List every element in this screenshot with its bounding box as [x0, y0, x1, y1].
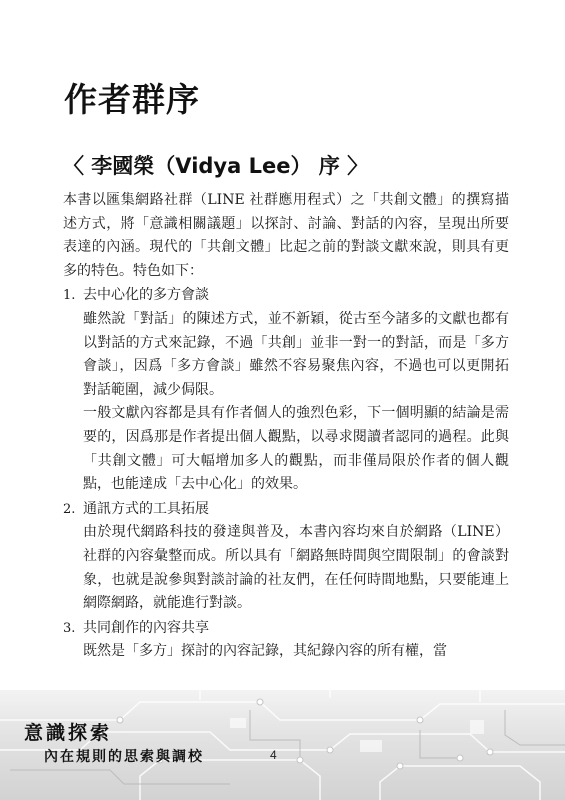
list-item — [63, 284, 509, 496]
list-item-number: 2. — [63, 501, 76, 517]
list-item — [63, 498, 509, 616]
list-item-label: 去中心化的多方會談 — [83, 287, 209, 304]
list-item-number: 1. — [63, 288, 76, 304]
section-heading: 〈 李國榮（Vidya Lee） 序 〉 — [63, 154, 369, 178]
list-item-paragraph: 一般文獻內容都是具有作者個人的強烈色彩，下一個明顯的結論是需要的，因爲那是作者提出個人觀點，以尋求閱讀者認同的過程。此與「共創文體」可大幅增加多人的觀點，而非僅局限於作者的個人觀點，也能達成「去中心化」的效果。 — [83, 405, 509, 493]
circuit-pattern-graphic — [0, 690, 565, 800]
list-item-label: 通訊方式的工具拓展 — [83, 500, 209, 517]
book-subtitle: 內在規則的思索與調校 — [44, 749, 204, 765]
list-item-paragraph: 雖然說「對話」的陳述方式，並不新穎，從古至今諸多的文獻也都有以對話的方式來記錄，不過「共創」並非一對一的對話，而是「多方會談」，因爲「多方會談」雖然不容易聚焦內容，不過也可以更開拓對話範圍，減少侷限。 — [83, 310, 509, 398]
list-item-paragraph: 由於現代網路科技的發達與普及，本書內容均來自於網路（LINE）社群的內容彙整而成。所以具有「網路無時間與空間限制」的會談對象，也就是說參與對談討論的社友們，在任何時間地點，只要能連上網際網路，就能進行對談。 — [83, 524, 509, 612]
page-title: 作者群序 — [64, 80, 200, 119]
intro-paragraph: 本書以匯集網路社群（LINE 社群應用程式）之「共創文體」的撰寫描述方式，將「意識相關議題」以探討、討論、對話的內容，呈現出所要表達的內涵。現代的「共創文體」比起之前的對談文獻來說，則具有更多的特色。特色如下： — [63, 192, 509, 279]
list-item-paragraph: 既然是「多方」探討的內容記錄，其紀錄內容的所有權，當 — [83, 643, 447, 660]
list-item-number: 3. — [63, 620, 76, 636]
page-number: 4 — [270, 748, 277, 762]
body-text — [63, 189, 509, 664]
list-item-label: 共同創作的內容共享 — [83, 619, 209, 636]
footer-circuit-banner — [0, 690, 565, 800]
list-item — [63, 617, 509, 664]
book-title: 意識探索 — [24, 722, 113, 744]
